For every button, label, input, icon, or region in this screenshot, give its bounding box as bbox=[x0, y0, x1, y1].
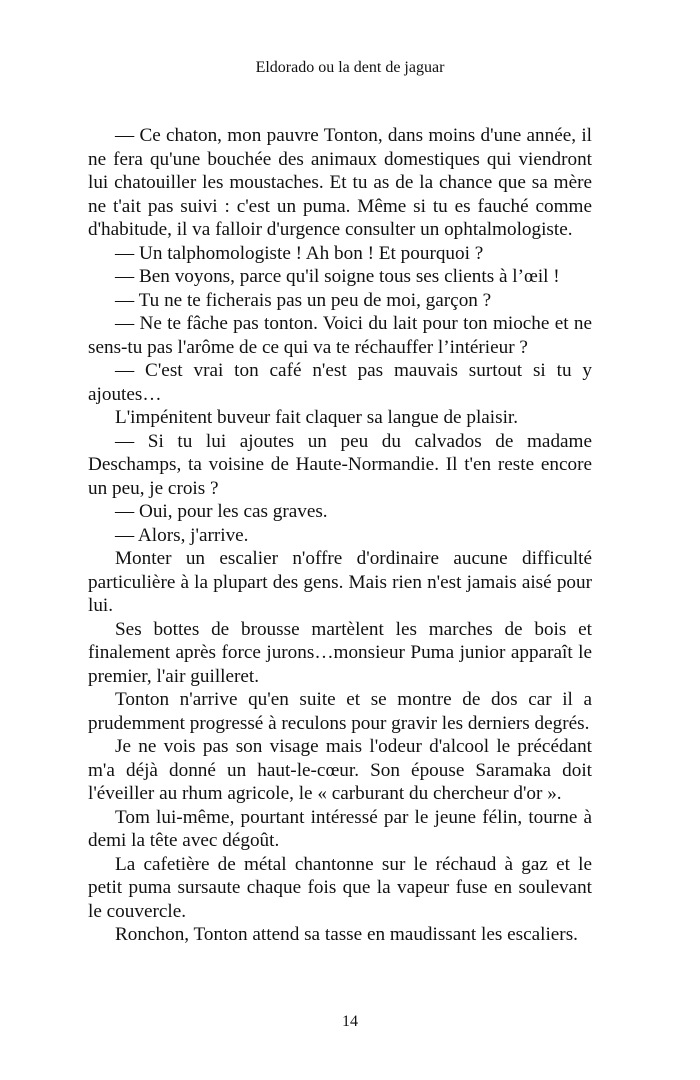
paragraph: — Ne te fâche pas tonton. Voici du lait pour ton mioche et ne sens-tu pas l'arôme de ce qui va te réchauffer l’intérieur ? bbox=[88, 313, 592, 358]
paragraph: — Tu ne te ficherais pas un peu de moi, garçon ? bbox=[115, 289, 492, 311]
paragraph: Tonton n'arrive qu'en suite et se montre de dos car il a prudemment progressé à reculons pour gravir les derniers degrés. bbox=[88, 689, 592, 734]
paragraph: — C'est vrai ton café n'est pas mauvais surtout si tu y ajoutes… bbox=[88, 360, 592, 405]
paragraph: Monter un escalier n'offre d'ordinaire aucune difficulté particulière à la plupart des gens. Mais rien n'est jamais aisé pour lui. bbox=[88, 548, 592, 616]
paragraph: — Alors, j'arrive. bbox=[115, 524, 249, 546]
paragraph: Tom lui-même, pourtant intéressé par le jeune félin, tourne à demi la tête avec dégoût. bbox=[88, 806, 592, 851]
running-header: Eldorado ou la dent de jaguar bbox=[255, 59, 445, 76]
paragraph: Ronchon, Tonton attend sa tasse en maudissant les escaliers. bbox=[115, 924, 578, 945]
paragraph: — Ce chaton, mon pauvre Tonton, dans moins d'une année, il ne fera qu'une bouchée des animaux domestiques qui viendront lui chatouiller les moustaches. Et tu as de la chance que sa mère ne t'ait pas suivi : c'est un puma. Même si tu es fauché comme d'habitude, il va falloir d'urgence consulter un ophtalmologiste. bbox=[88, 125, 592, 240]
paragraph: — Un talphomologiste ! Ah bon ! Et pourquoi ? bbox=[115, 242, 484, 264]
page-number: 14 bbox=[342, 1013, 358, 1030]
body-text bbox=[88, 124, 592, 947]
paragraph: — Oui, pour les cas graves. bbox=[115, 501, 328, 522]
paragraph: La cafetière de métal chantonne sur le réchaud à gaz et le petit puma sursaute chaque fois que la vapeur fuse en soulevant le couvercle. bbox=[88, 853, 592, 922]
paragraph: — Ben voyons, parce qu'il soigne tous ses clients à l’œil ! bbox=[115, 266, 560, 287]
paragraph: Ses bottes de brousse martèlent les marches de bois et finalement après force jurons…monsieur Puma junior apparaît le premier, l'air guilleret. bbox=[88, 618, 592, 687]
paragraph: L'impénitent buveur fait claquer sa langue de plaisir. bbox=[115, 407, 519, 428]
paragraph: Je ne vois pas son visage mais l'odeur d'alcool le précédant m'a déjà donné un haut-le-cœur. Son épouse Saramaka doit l'éveiller au rhum agricole, le « carburant du chercheur d'or ». bbox=[88, 736, 592, 804]
paragraph: — Si tu lui ajoutes un peu du calvados de madame Deschamps, ta voisine de Haute-Normandie. Il t'en reste encore un peu, je crois ? bbox=[88, 430, 592, 499]
